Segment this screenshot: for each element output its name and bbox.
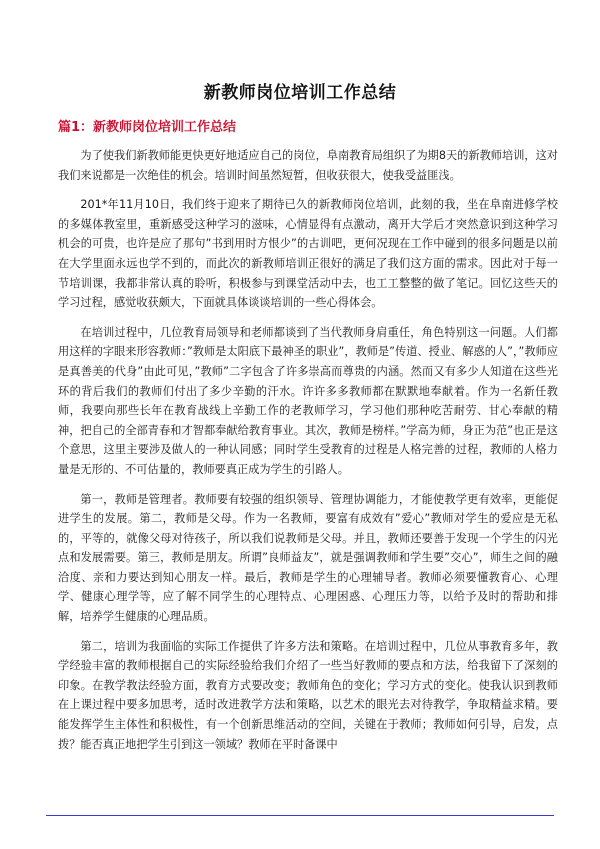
paragraph-3: 在培训过程中，几位教育局领导和老师都谈到了当代教师身肩重任，角色特别这一问题。人们都用这样的字眼来形容教师：”教师是太阳底下最神圣的职业”，教师是”传道、授业、解惑的人”，”教师应是真善美的代身”由此可见，”教师”二字包含了许多崇高而尊贵的内涵。然而又有多少人知道在这些光环的背后我们的教师们付出了多少辛勤的汗水。许许多多教师都在默默地奉献着。作为一名新任教师，我要向那些长年在教育战线上辛勤工作的老教师学习，学习他们那种吃苦耐劳、甘心奉献的精神，把自己的全部青春和才智都奉献给教育事业。其次，教师是榜样。”学高为师，身正为范”也正是这个意思，这里主要涉及做人的一种认同感；同时学生受教育的过程是人格完善的过程，教师的人格力量是无形的、不可估量的，教师要真正成为学生的引路人。 [58, 325, 558, 476]
paragraph-2: 201*年11月10日，我们终于迎来了期待已久的新教师岗位培训，此刻的我，坐在阜南进修学校的多媒体教室里，重新感受这种学习的滋味，心情显得有点激动，离开大学后才突然意识到这种学习机会的可贵，也许是应了那句”书到用时方恨少”的古训吧，更何况现在工作中碰到的很多问题是以前在大学里面永远也学不到的，而此次的新教师培训正很好的满足了我们这方面的需求。因此对于每一节培训课，我都非常认真的聆听，积极参与到课堂活动中去，也工工整整的做了笔记。回忆这些天的学习过程，感觉收获颇大，下面就具体谈谈培训的一些心得体会。 [58, 198, 558, 310]
paragraph-5: 第二，培训为我面临的实际工作提供了许多方法和策略。在培训过程中，几位从事教育多年，教学经验丰富的教师根据自己的实际经验给我们介绍了一些当好教师的要点和方法，给我留下了深刻的印象。在教学教法经验方面，教育方式要改变；教师角色的变化；学习方式的变化。使我认识到教师在上课过程中要多加思考，适时改进教学方法和策略，以艺术的眼光去对待教学，争取精益求精。要能发挥学生主体性和积极性，有一个创新思维活动的空间，关键在于教师；教师如何引导，启发，点拨？能否真正地把学生引到这一领域？教师在平时备课中 [58, 639, 558, 751]
page-title: 新教师岗位培训工作总结 [203, 83, 397, 103]
paragraph-1: 为了使我们新教师能更快更好地适应自己的岗位，阜南教育局组织了为期8天的新教师培训，这对我们来说都是一次绝佳的机会。培训时间虽然短暂，但收获很大，使我受益匪浅。 [58, 149, 558, 182]
footer-divider [46, 815, 554, 816]
section-heading: 篇1：新教师岗位培训工作总结 [58, 120, 237, 135]
body-text [58, 146, 558, 764]
paragraph-4: 第一，教师是管理者。教师要有较强的组织领导、管理协调能力，才能使教学更有效率，更能促进学生的发展。第二，教师是父母。作为一名教师，要富有成效有”爱心”教师对学生的爱应是无私的，平等的，就像父母对待孩子，所以我们说教师是父母。并且，教师还要善于发现一个学生的闪光点和发展需要。第三，教师是朋友。所谓”良师益友”，就是强调教师和学生要”交心”，师生之间的融洽度、亲和力要达到知心朋友一样。最后，教师是学生的心理辅导者。教师必须要懂教育心、心理学、健康心理学等，应了解不同学生的心理特点、心理困惑、心理压力等，以给予及时的帮助和排解，培养学生健康的心理品质。 [58, 492, 558, 624]
